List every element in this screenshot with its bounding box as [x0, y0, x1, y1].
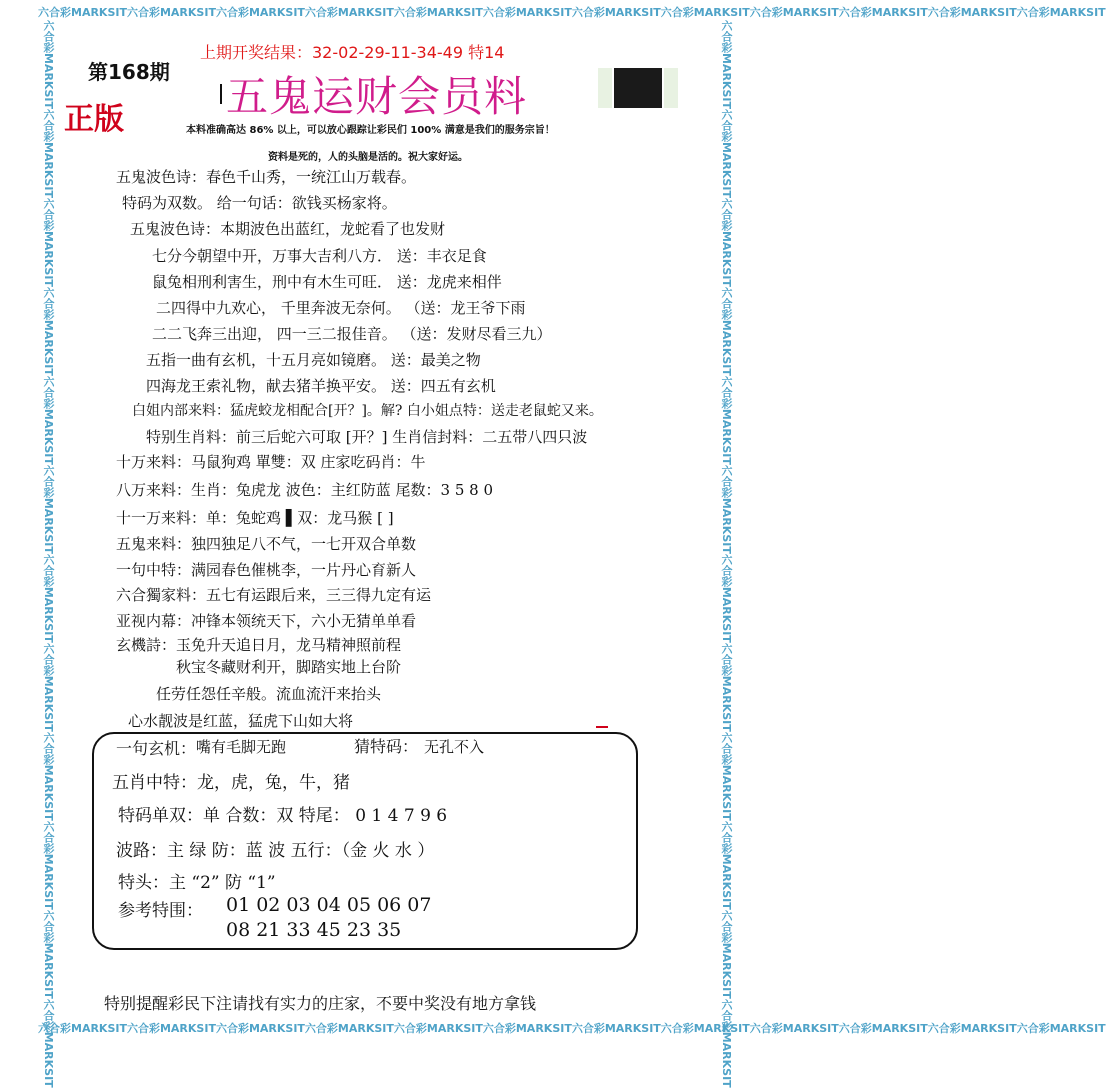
text-line-9: 四海龙王索礼物，献去猪羊换平安。 送：四五有玄机 — [146, 377, 496, 395]
text-line-11: 特别生肖料：前三后蛇六可取 [开？] 生肖信封料：二五带八四只波 — [146, 428, 588, 446]
oddeven-line: 特码单双：单 合数：双 特尾： 0 1 4 7 9 6 — [118, 806, 448, 826]
title-divider — [220, 84, 222, 104]
text-line-15: 五鬼来料：独四独足八不气，一七开双合单数 — [116, 535, 417, 553]
frame-border-top: 六合彩MARKSIT六合彩MARKSIT六合彩MARKSIT六合彩MARKSIT六合彩MARKSIT六合彩MARKSIT六合彩MARKSIT六合彩MARKSIT六合彩MARKSIT六合彩MARKSIT六合彩MARKSIT六合彩MARKSIT — [38, 6, 1106, 19]
text-line-10: 白姐内部来料：猛虎蛟龙相配合[开？]。解? 白小姐点特：送走老鼠蛇又来。 — [132, 403, 603, 419]
riddle-label: 一句玄机： — [116, 739, 197, 758]
ref-numbers-row2: 08 21 33 45 23 35 — [226, 919, 402, 941]
qr-side-left — [598, 68, 612, 108]
issue-number: 第168期 — [88, 60, 170, 84]
text-line-18: 亚视内幕：冲锋本领统天下，六小无猜单单看 — [116, 612, 417, 630]
text-line-21: 任劳任怨任辛般。流血流汗来抬头 — [156, 685, 382, 703]
frame-border-left: 六合彩MARKSIT六合彩MARKSIT六合彩MARKSIT六合彩MARKSIT六合彩MARKSIT六合彩MARKSIT六合彩MARKSIT六合彩MARKSIT六合彩MARKSIT六合彩MARKSIT六合彩MARKSIT六合彩MARKSIT — [42, 20, 55, 1088]
guess-text: 无孔不入 — [424, 738, 485, 756]
text-line-19: 玄機詩：玉免升天追日月，龙马精神照前程 — [116, 636, 402, 654]
text-line-17: 六合獨家料：五七有运跟后来，三三得九定有运 — [116, 586, 432, 604]
ref-numbers-row1: 01 02 03 04 05 06 07 — [226, 894, 432, 916]
footer-warning: 特别提醒彩民下注请找有实力的庄家，不要中奖没有地方拿钱 — [104, 994, 537, 1013]
text-line-20: 秋宝冬藏财利开，脚踏实地上台阶 — [176, 658, 402, 676]
red-mark — [596, 726, 608, 728]
text-line-8: 五指一曲有玄机，十五月亮如镜磨。 送：最美之物 — [146, 351, 481, 369]
frame-border-bottom: 六合彩MARKSIT六合彩MARKSIT六合彩MARKSIT六合彩MARKSIT六合彩MARKSIT六合彩MARKSIT六合彩MARKSIT六合彩MARKSIT六合彩MARKSIT六合彩MARKSIT六合彩MARKSIT六合彩MARKSIT — [38, 1022, 1106, 1035]
qr-code-image — [598, 66, 718, 110]
text-line-4: 七分今朝望中开，万事大吉利八方． 送：丰衣足食 — [152, 247, 487, 265]
text-line-7: 二二飞奔三出迎， 四一三二报佳音。 （送：发财尽看三九） — [152, 325, 552, 343]
qr-code-icon — [614, 68, 662, 108]
text-line-13: 八万来料：生肖：兔虎龙 波色：主红防蓝 尾数：3 5 8 0 — [116, 481, 494, 499]
head-line: 特头：主 “2” 防 “1” — [118, 873, 276, 893]
text-line-6: 二四得中九欢心， 千里奔波无奈何。 （送：龙王爷下雨 — [156, 299, 526, 317]
last-draw-result: 上期开奖结果：32-02-29-11-34-49 特14 — [200, 43, 505, 62]
accuracy-note: 本料准确高达 86% 以上，可以放心跟踪让彩民们 100% 满意是我们的服务宗旨！ — [186, 125, 555, 136]
text-line-2: 特码为双数。 给一句话：欲钱买杨家将。 — [122, 194, 397, 212]
frame-border-right: 六合彩MARKSIT六合彩MARKSIT六合彩MARKSIT六合彩MARKSIT六合彩MARKSIT六合彩MARKSIT六合彩MARKSIT六合彩MARKSIT六合彩MARKSIT六合彩MARKSIT六合彩MARKSIT六合彩MARKSIT — [720, 20, 733, 1088]
text-line-5: 鼠兔相刑利害生，刑中有木生可旺． 送：龙虎来相伴 — [152, 273, 502, 291]
zodiac-line: 五肖中特：龙，虎，兔，牛，猪 — [112, 773, 350, 793]
luck-note: 资料是死的，人的头脑是活的。祝大家好运。 — [268, 152, 468, 163]
wave-line: 波路：主 绿 防：蓝 波 五行：（金 火 水 ） — [116, 841, 435, 861]
guess-label: 猜特码： — [354, 737, 419, 756]
text-line-16: 一句中特：满园春色催桃李，一片丹心育新人 — [116, 561, 417, 579]
text-line-14: 十一万来料：单：兔蛇鸡 ▌双：龙马猴 [ ] — [116, 509, 394, 527]
qr-side-right — [664, 68, 678, 108]
text-line-3: 五鬼波色诗：本期波色出蓝红，龙蛇看了也发财 — [130, 220, 446, 238]
riddle-text: 嘴有毛脚无跑 — [196, 738, 287, 756]
edition-label: 正版 — [64, 102, 124, 137]
text-line-12: 十万来料：马鼠狗鸡 單雙：双 庄家吃码肖：牛 — [116, 453, 426, 471]
page-title: 五鬼运财会员料 — [226, 72, 528, 121]
ref-label: 参考特围： — [118, 901, 203, 921]
text-line-22: 心水靓波是红蓝，猛虎下山如大将 — [128, 712, 354, 730]
text-line-1: 五鬼波色诗：春色千山秀，一统江山万载春。 — [116, 168, 417, 186]
